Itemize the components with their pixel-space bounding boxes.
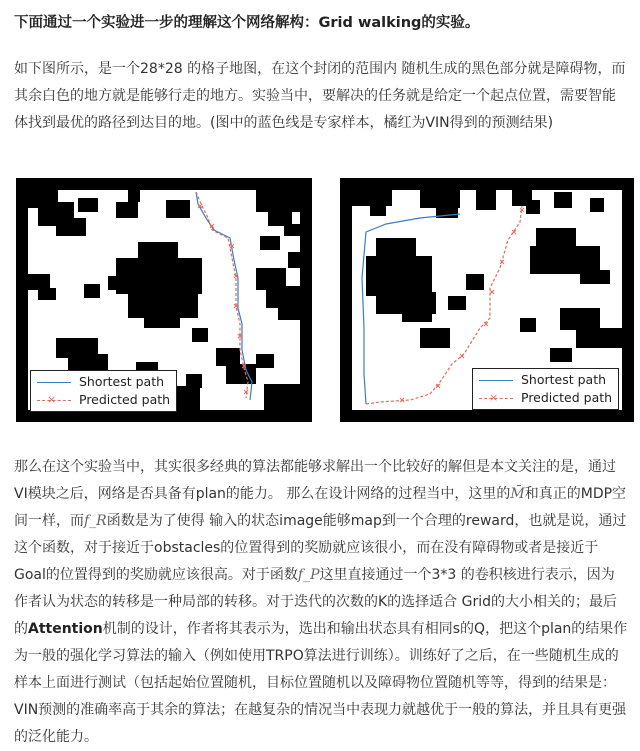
text-segment: 和真正的MDP空间一样，而 xyxy=(14,486,627,529)
legend-shortest-row xyxy=(479,371,612,389)
math-f-r: f_R xyxy=(84,513,107,529)
text-segment: 函数是为了使得 输入的状态image能够map到一个合理的reward，也就是说，通过这个函数，对于接近于obstacles的位置得到的奖励就应该很小，而在没有障碍物或者是接近于Goal的位置得到的奖励就应该很高。对于函数 xyxy=(14,513,627,583)
math-f-p: f_P xyxy=(297,567,320,583)
legend-right xyxy=(472,368,619,410)
grid-figure-right xyxy=(340,178,634,422)
grid-figure-left xyxy=(16,178,312,422)
text-segment: 那么在这个实验当中，其实很多经典的算法都能够求解出一个比较好的解但是本文关注的是，通过VI模块之后，网络是否具备有plan的能力。 那么在设计网络的过程当中，这里的 xyxy=(14,459,616,502)
predicted-path-swatch xyxy=(479,398,513,399)
intro-paragraph: 如下图所示，是一个28*28 的格子地图，在这个封闭的范围内 随机生成的黑色部分就是障碍物，而其余白色的地方就是能够行走的地方。实验当中，要解决的任务就是给定一个起点位置，需要智能体找到最优的路径到达目的地。(图中的蓝色线是专家样本，橘红为VIN得到的预测结果) xyxy=(14,61,626,131)
legend-shortest-label: Shortest path xyxy=(79,374,165,389)
legend-predicted-label: Predicted path xyxy=(79,392,171,407)
shortest-path-swatch xyxy=(479,380,513,381)
discussion-paragraph xyxy=(14,454,628,751)
legend-left xyxy=(30,370,177,412)
text-segment: 这里直接通过一个3*3 的卷积核进行表示，因为作者认为状态的转移是一种局部的转移。对于迭代的次数的K的选择适合 Grid的大小相关的；最后的 xyxy=(14,567,618,637)
legend-shortest-label: Shortest path xyxy=(521,372,607,387)
legend-shortest-row xyxy=(37,373,170,391)
shortest-path-swatch xyxy=(37,382,71,383)
legend-predicted-row xyxy=(37,391,170,409)
predicted-path-swatch xyxy=(37,400,71,401)
section-heading: 下面通过一个实验进一步的理解这个网络解构：Grid walking的实验。 xyxy=(14,15,480,31)
attention-term: Attention xyxy=(28,621,103,637)
text-segment: 机制的设计，作者将其表示为，选出和输出状态具有相同s的Q，把这个plan的结果作为一般的强化学习算法的输入（例如使用TRPO算法进行训练）。训练好了之后，在一些随机生成的样本上面进行测试（包括起始位置随机，目标位置随机以及障碍物位置随机等等，得到的结果是：VIN预测的准确率高于其余的算法；在越复杂的情况当中表现力就越优于一般的算法，并且具有更强的泛化能力。 xyxy=(14,621,628,745)
legend-predicted-row xyxy=(479,389,612,407)
math-m-bar: M̄ xyxy=(510,486,525,502)
legend-predicted-label: Predicted path xyxy=(521,390,613,405)
